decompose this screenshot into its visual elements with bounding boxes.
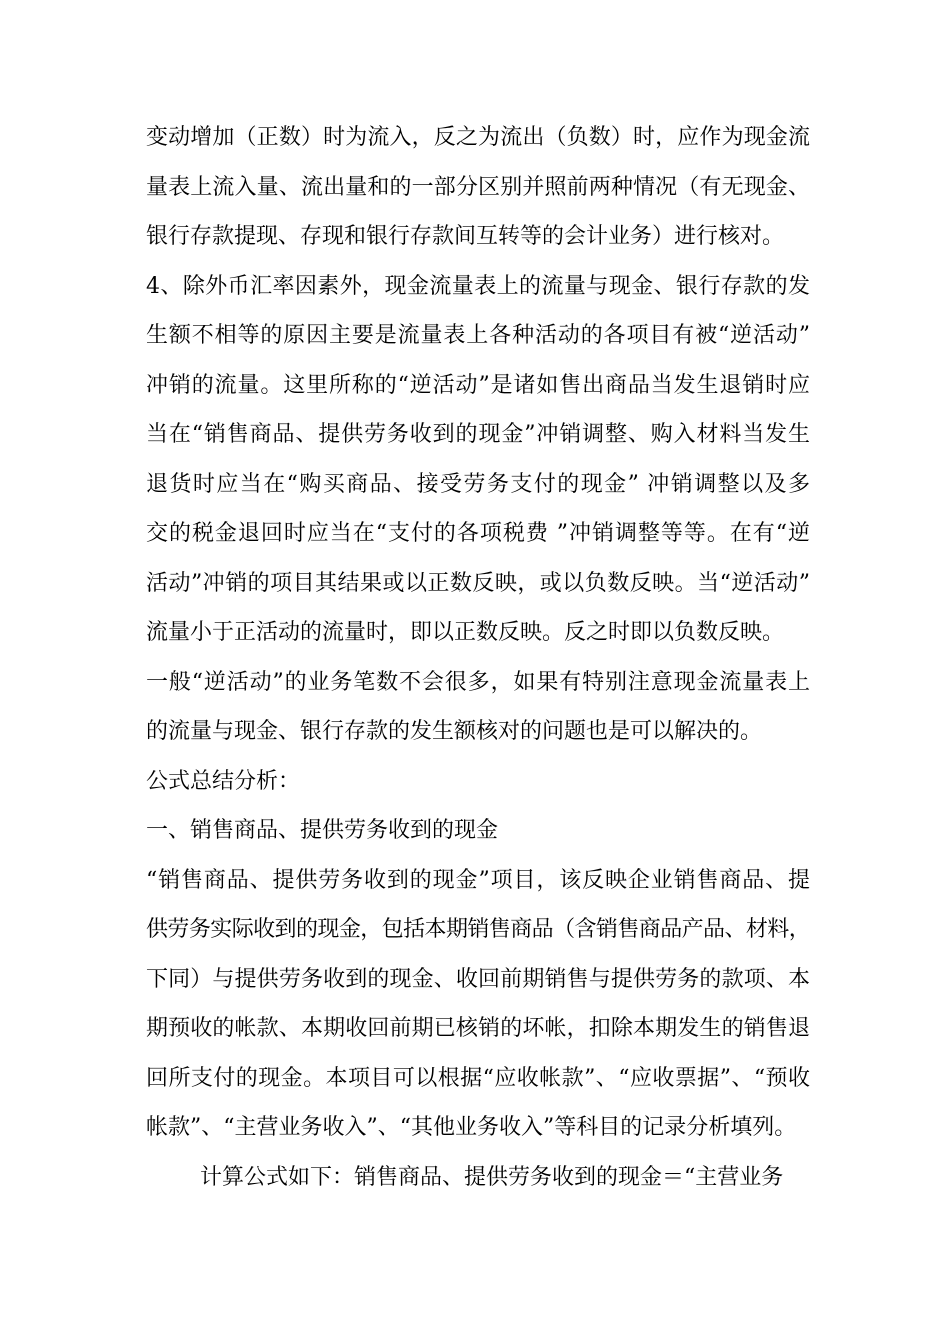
- text-line: 交的税金退回时应当在“支付的各项税费 ”冲销调整等等。在有“逆: [146, 521, 810, 546]
- text-line: 期预收的帐款、本期收回前期已核销的坏帐，扣除本期发生的销售退: [146, 1016, 810, 1041]
- text-line: 的流量与现金、银行存款的发生额核对的问题也是可以解决的。: [146, 719, 763, 744]
- text-line: 变动增加（正数）时为流入，反之为流出（负数）时，应作为现金流: [146, 125, 810, 150]
- text-line: 下同）与提供劳务收到的现金、收回前期销售与提供劳务的款项、本: [146, 966, 810, 992]
- text-line: 当在“销售商品、提供劳务收到的现金”冲销调整、购入材料当发生: [146, 422, 810, 447]
- text-line: 生额不相等的原因主要是流量表上各种活动的各项目有被“逆活动”: [146, 323, 810, 348]
- document-body: [146, 113, 810, 1202]
- text-line: 计算公式如下：销售商品、提供劳务收到的现金＝“主营业务: [200, 1164, 784, 1190]
- section-heading: 公式总结分析：: [146, 768, 301, 794]
- text-line: 4、除外币汇率因素外，现金流量表上的流量与现金、银行存款的发: [146, 273, 810, 299]
- text-line: “销售商品、提供劳务收到的现金”项目，该反映企业销售商品、提: [146, 867, 810, 893]
- text-line: 一般“逆活动”的业务笔数不会很多，如果有特别注意现金流量表上: [146, 669, 810, 695]
- text-line: 冲销的流量。这里所称的“逆活动”是诸如售出商品当发生退销时应: [146, 372, 810, 398]
- text-line: 活动”冲销的项目其结果或以正数反映，或以负数反映。当“逆活动”: [146, 570, 810, 596]
- text-line: 流量小于正活动的流量时，即以正数反映。反之时即以负数反映。: [146, 620, 785, 645]
- text-line: 回所支付的现金。本项目可以根据“应收帐款”、“应收票据”、“预收: [146, 1065, 810, 1091]
- text-line: 退货时应当在“购买商品、接受劳务支付的现金” 冲销调整以及多: [146, 471, 810, 497]
- section-heading: 一、销售商品、提供劳务收到的现金: [146, 818, 499, 843]
- text-line: 帐款”、“主营业务收入”、“其他业务收入”等科目的记录分析填列。: [146, 1115, 797, 1140]
- text-line: 量表上流入量、流出量和的一部分区别并照前两种情况（有无现金、: [146, 174, 810, 200]
- text-line: 银行存款提现、存现和银行存款间互转等的会计业务）进行核对。: [146, 224, 785, 249]
- text-line: 供劳务实际收到的现金，包括本期销售商品（含销售商品产品、材料，: [146, 917, 810, 942]
